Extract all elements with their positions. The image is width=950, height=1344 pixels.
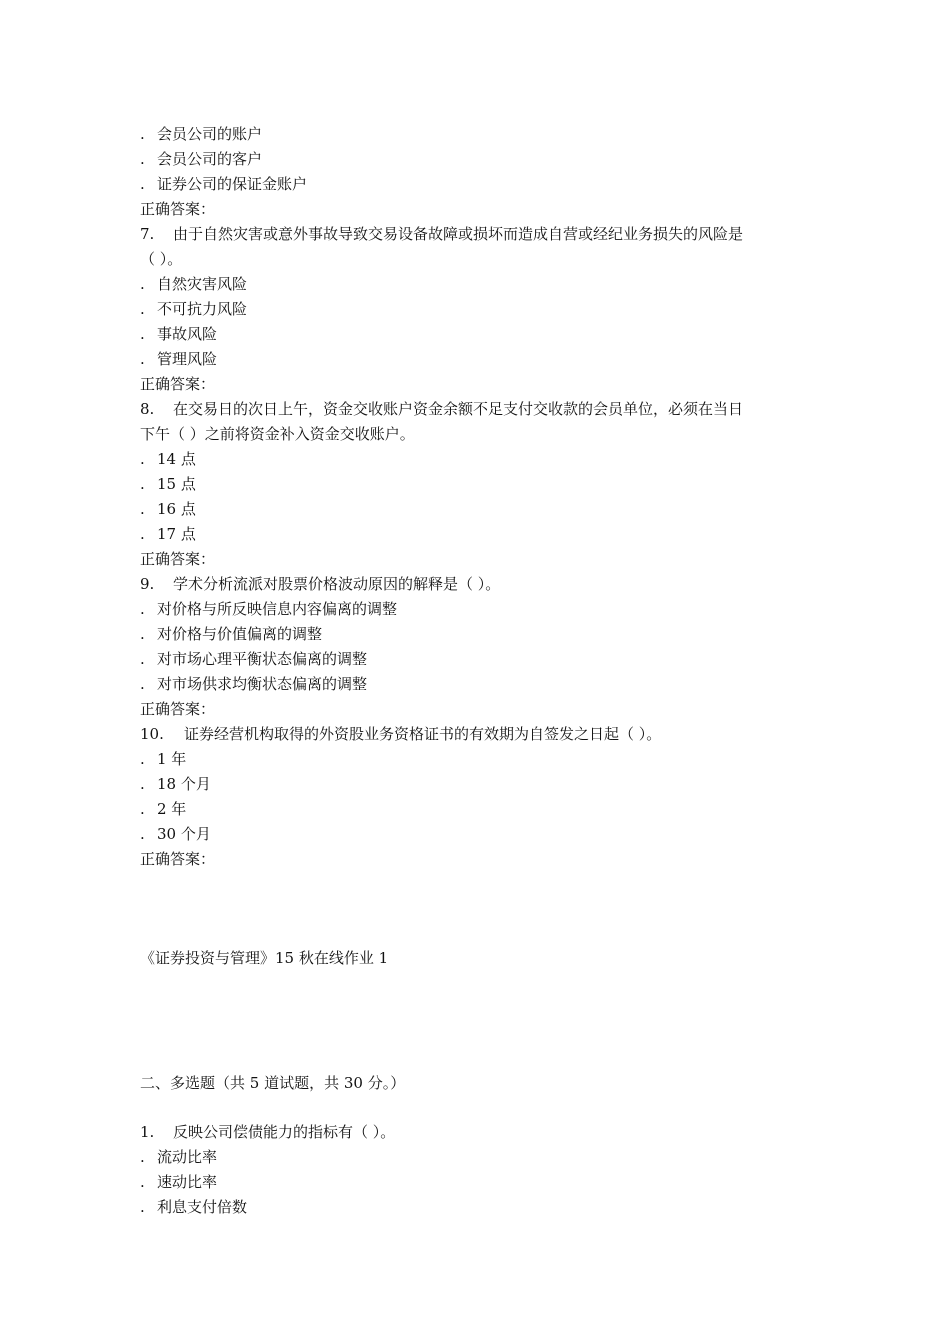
question-number: 9. [140, 575, 155, 593]
question-text: 证券经营机构取得的外资股业务资格证书的有效期为自签发之日起（ ）。 [184, 725, 662, 743]
question-text-continued: 下午（ ）之前将资金补入资金交收账户。 [140, 425, 415, 443]
answer-label: 正确答案： [140, 375, 216, 393]
option: . 会员公司的客户 [140, 147, 830, 172]
option: . 16 点 [140, 497, 830, 522]
option: . 证券公司的保证金账户 [140, 172, 830, 197]
option: . 事故风险 [140, 322, 830, 347]
option: . 18 个月 [140, 772, 830, 797]
option: . 1 年 [140, 747, 830, 772]
question-text: 由于自然灾害或意外事故导致交易设备故障或损坏而造成自营或经纪业务损失的风险是 [173, 225, 744, 243]
question-number: 8. [140, 400, 155, 418]
question-number: 1. [140, 1123, 155, 1141]
question-number: 7. [140, 225, 155, 243]
option: . 管理风险 [140, 347, 830, 372]
question-text: 学术分析流派对股票价格波动原因的解释是（ ）。 [173, 575, 501, 593]
answer-label: 正确答案： [140, 200, 216, 218]
option: . 流动比率 [140, 1145, 830, 1170]
option: . 速动比率 [140, 1170, 830, 1195]
option: . 对价格与所反映信息内容偏离的调整 [140, 597, 830, 622]
option: . 对价格与价值偏离的调整 [140, 622, 830, 647]
option: . 自然灾害风险 [140, 272, 830, 297]
course-title: 《证券投资与管理》15 秋在线作业 1 [140, 949, 389, 967]
question-8 [140, 397, 830, 422]
spacer [140, 971, 830, 1045]
option: . 2 年 [140, 797, 830, 822]
document-page [140, 122, 830, 1220]
spacer [140, 1096, 830, 1120]
option: . 不可抗力风险 [140, 297, 830, 322]
question-text: 反映公司偿债能力的指标有（ ）。 [173, 1123, 396, 1141]
option: . 会员公司的账户 [140, 122, 830, 147]
option: . 17 点 [140, 522, 830, 547]
section-title: 二、多选题（共 5 道试题，共 30 分。） [140, 1074, 406, 1092]
answer-label: 正确答案： [140, 550, 216, 568]
option: . 利息支付倍数 [140, 1195, 830, 1220]
multi-question-1 [140, 1120, 830, 1145]
spacer [140, 872, 830, 922]
option: . 30 个月 [140, 822, 830, 847]
question-text-continued: （ ）。 [140, 250, 183, 268]
option: . 对市场心理平衡状态偏离的调整 [140, 647, 830, 672]
question-number: 10. [140, 725, 164, 743]
question-9 [140, 572, 830, 597]
answer-label: 正确答案： [140, 700, 216, 718]
option: . 14 点 [140, 447, 830, 472]
answer-label: 正确答案： [140, 850, 216, 868]
question-7 [140, 222, 830, 247]
question-text: 在交易日的次日上午，资金交收账户资金余额不足支付交收款的会员单位，必须在当日 [173, 400, 744, 418]
option: . 对市场供求均衡状态偏离的调整 [140, 672, 830, 697]
question-10 [140, 722, 830, 747]
option: . 15 点 [140, 472, 830, 497]
